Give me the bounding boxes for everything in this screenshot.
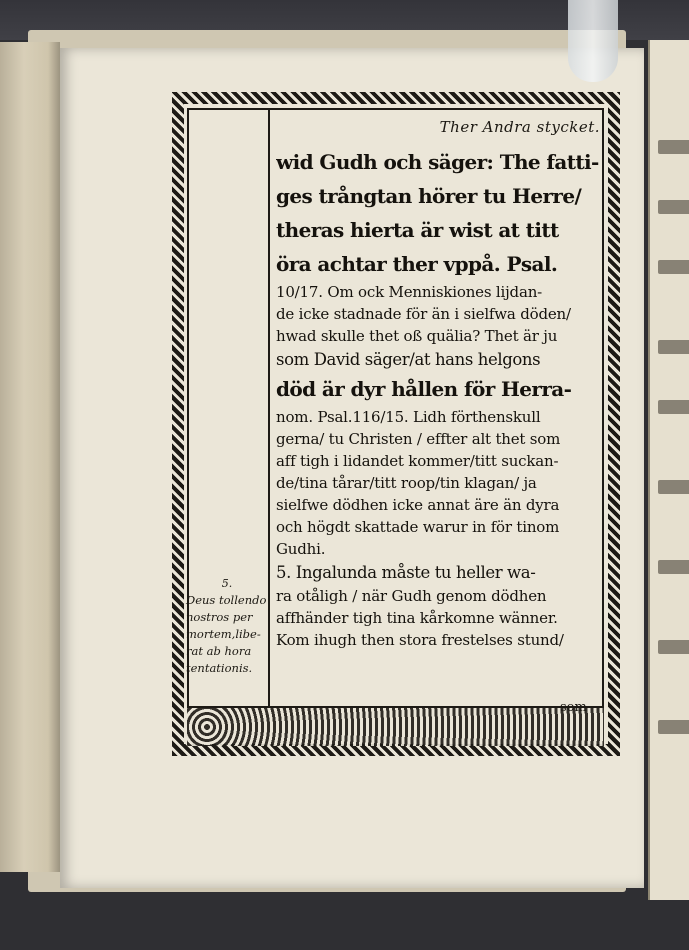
facing-page-text-fragment bbox=[658, 560, 689, 574]
ornamental-bottom-band bbox=[187, 708, 604, 746]
facing-page-text-fragment bbox=[658, 260, 689, 274]
text-line: nom. Psal.116/15. Lidh förthenskull bbox=[276, 408, 541, 426]
text-line: som David säger/at hans helgons bbox=[276, 350, 541, 369]
text-line: ges trångtan hörer tu Herre/ bbox=[276, 184, 582, 208]
text-line: affhänder tigh tina kårkomne wänner. bbox=[276, 609, 558, 627]
catchword: som bbox=[560, 700, 587, 715]
margin-column-rule bbox=[268, 108, 270, 708]
text-line: theras hierta är wist at titt bbox=[276, 218, 559, 242]
facing-page-text-fragment bbox=[658, 140, 689, 154]
text-line: sielfwe dödhen icke annat äre än dyra bbox=[276, 496, 560, 514]
facing-page-text-fragment bbox=[658, 640, 689, 654]
margin-note-line: rat ab hora bbox=[186, 644, 252, 658]
text-line: aff tigh i lidandet kommer/titt suckan- bbox=[276, 452, 559, 470]
text-line: Kom ihugh then stora frestelses stund/ bbox=[276, 631, 564, 649]
text-line: och högdt skattade warur in för tinom bbox=[276, 518, 560, 536]
text-line: de icke stadnade för än i sielfwa döden/ bbox=[276, 305, 571, 323]
margin-note bbox=[186, 575, 268, 677]
text-line: de/tina tårar/titt roop/tin klagan/ ja bbox=[276, 474, 537, 492]
facing-page-edge bbox=[648, 40, 689, 900]
text-line: 10/17. Om ock Menniskiones lijdan- bbox=[276, 283, 543, 301]
page-clip bbox=[568, 0, 618, 82]
facing-page-text-fragment bbox=[658, 720, 689, 734]
text-line: wid Gudh och säger: The fatti- bbox=[276, 150, 599, 174]
facing-page-text-fragment bbox=[658, 400, 689, 414]
text-line: Gudhi. bbox=[276, 540, 326, 558]
text-line: hwad skulle thet oß quälia? Thet är ju bbox=[276, 327, 558, 345]
book-left-edge bbox=[0, 42, 60, 872]
text-line: död är dyr hållen för Herra- bbox=[276, 377, 572, 401]
facing-page-text-fragment bbox=[658, 340, 689, 354]
body-text bbox=[276, 145, 602, 651]
margin-note-line: mortem,libe- bbox=[186, 627, 261, 641]
margin-note-line: nostros per bbox=[186, 610, 253, 624]
margin-note-number: 5. bbox=[221, 577, 233, 590]
margin-note-line: Deus tollendo bbox=[186, 593, 267, 607]
text-line: ra otåligh / när Gudh genom dödhen bbox=[276, 587, 547, 605]
text-line: gerna/ tu Christen / effter alt thet som bbox=[276, 430, 561, 448]
text-line: öra achtar ther vppå. Psal. bbox=[276, 252, 558, 276]
margin-note-line: tentationis. bbox=[186, 661, 253, 675]
facing-page-text-fragment bbox=[658, 480, 689, 494]
facing-page-text-fragment bbox=[658, 200, 689, 214]
running-head: Ther Andra stycket. bbox=[439, 118, 600, 136]
text-line: 5. Ingalunda måste tu heller wa- bbox=[276, 563, 536, 582]
